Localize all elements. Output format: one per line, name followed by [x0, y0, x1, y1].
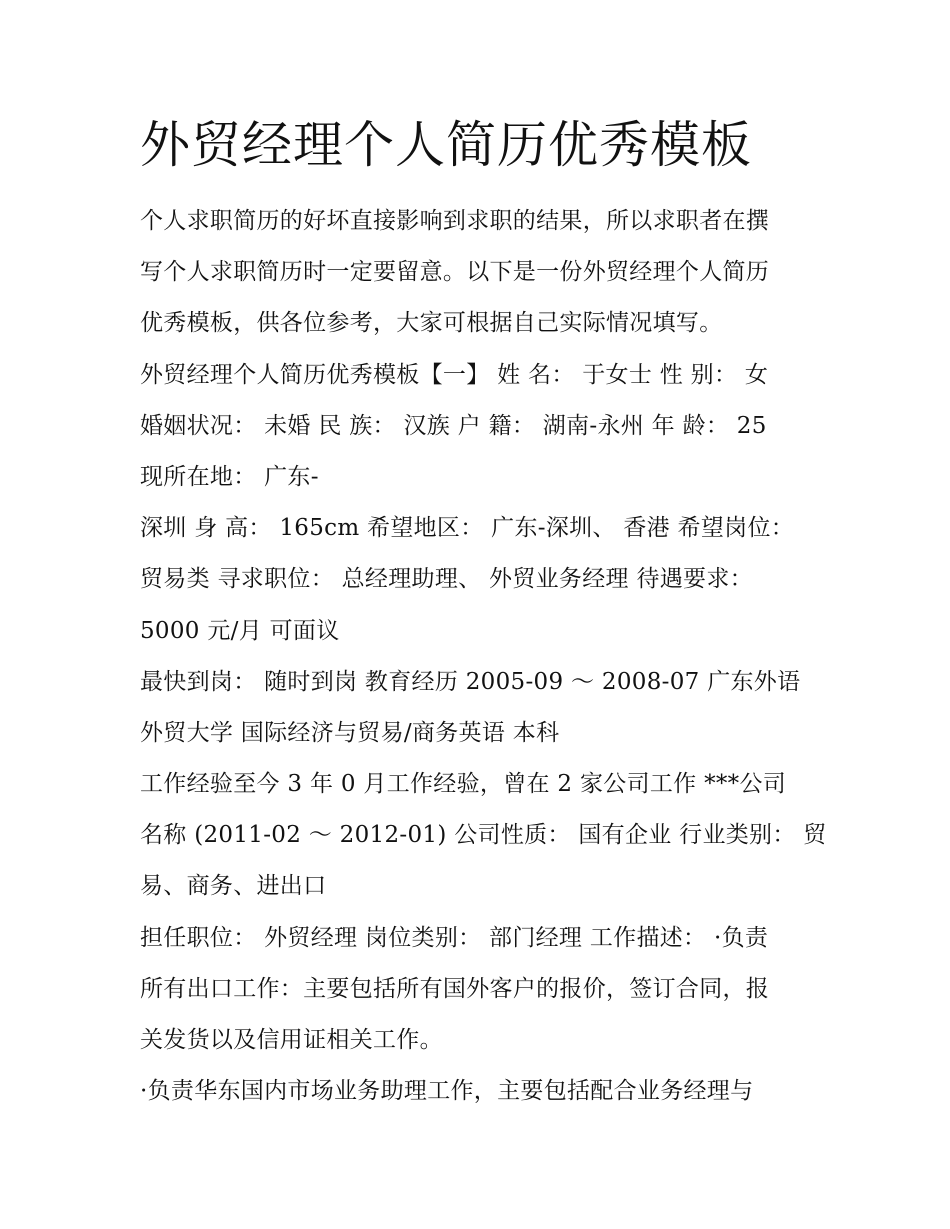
document-body [140, 196, 827, 1117]
body-line: 优秀模板，供各位参考，大家可根据自己实际情况填写。 [140, 310, 723, 337]
body-line: 最快到岗： 随时到岗 教育经历 2005-09 ～ 2008-07 广东外语 [140, 668, 801, 695]
body-line: 婚姻状况： 未婚 民 族： 汉族 户 籍： 湖南-永州 年 龄： 25 [140, 412, 767, 439]
body-line: 工作经验至今 3 年 0 月工作经验，曾在 2 家公司工作 ***公司 [140, 771, 787, 798]
body-line: 关发货以及信用证相关工作。 [140, 1027, 443, 1053]
body-line: 名称 (2011-02 ～ 2012-01) 公司性质： 国有企业 行业类别： 贸 [140, 822, 827, 849]
document-title: 外贸经理个人简历优秀模板 [140, 116, 752, 174]
body-line: 写个人求职简历时一定要留意。以下是一份外贸经理个人简历 [140, 259, 770, 286]
body-line: 贸易类 寻求职位： 总经理助理、 外贸业务经理 待遇要求： [140, 566, 753, 593]
body-line: 深圳 身 高： 165cm 希望地区： 广东-深圳、 香港 希望岗位： [140, 515, 795, 542]
body-line: 易、商务、进出口 [140, 873, 327, 900]
body-line: 现所在地： 广东- [140, 463, 319, 490]
body-line: 个人求职简历的好坏直接影响到求职的结果，所以求职者在撰 [140, 208, 770, 234]
body-line: 外贸经理个人简历优秀模板【一】 姓 名： 于女士 性 别： 女 [140, 361, 769, 388]
body-line: 5000 元/月 可面议 [140, 617, 340, 644]
body-line: 担任职位： 外贸经理 岗位类别： 部门经理 工作描述： ·负责 [140, 924, 769, 951]
body-line: 所有出口工作：主要包括所有国外客户的报价，签订合同，报 [140, 975, 770, 1002]
body-line: 外贸大学 国际经济与贸易/商务英语 本科 [140, 719, 560, 746]
body-line: ·负责华东国内市场业务助理工作，主要包括配合业务经理与 [140, 1078, 754, 1105]
